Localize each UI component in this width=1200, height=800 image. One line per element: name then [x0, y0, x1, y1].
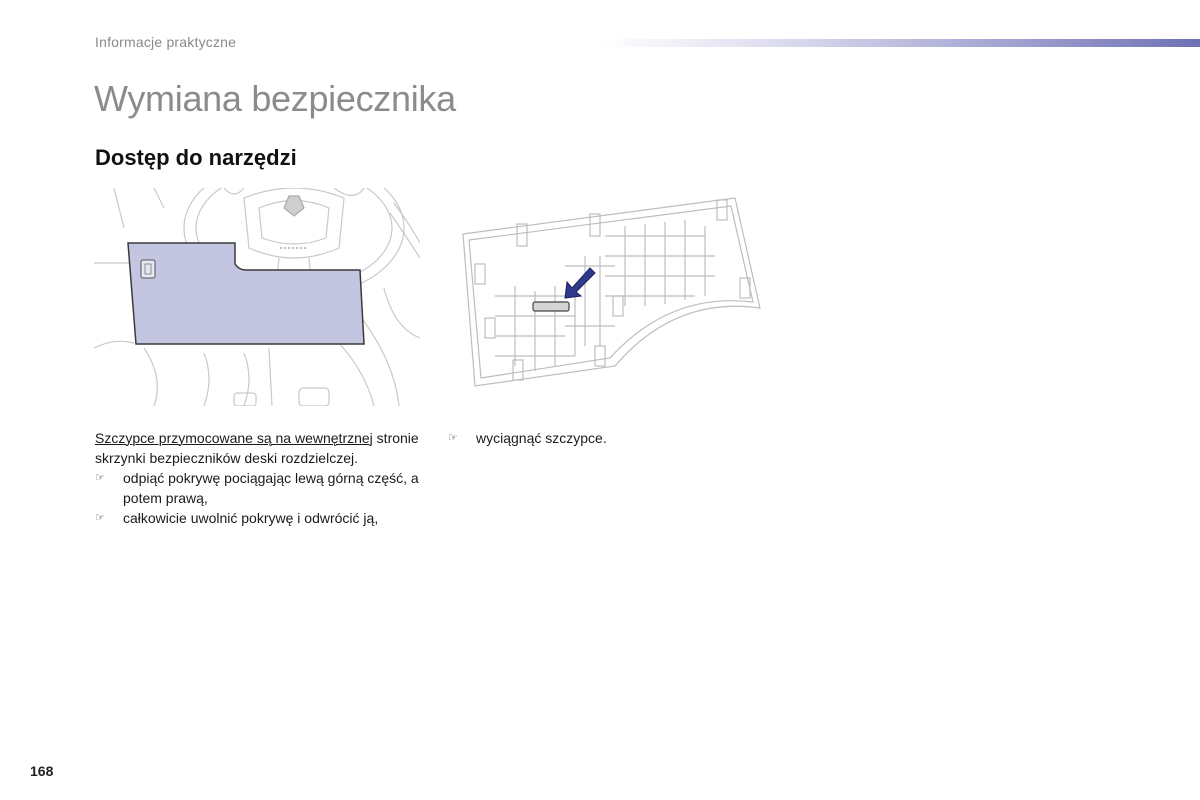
- page-number: 168: [30, 763, 54, 779]
- tweezers-icon: [533, 302, 569, 311]
- pointing-hand-icon: ☞: [448, 432, 458, 444]
- fusebox-cover-highlight: [128, 243, 364, 344]
- step-item: [95, 468, 425, 508]
- instructions-left-column: [95, 428, 425, 528]
- step-item: [448, 428, 748, 448]
- intro-paragraph: [95, 428, 425, 468]
- arrow-icon: [565, 268, 595, 298]
- pointing-hand-icon: ☞: [95, 472, 105, 484]
- header-accent-bar: [600, 39, 1200, 47]
- step-text: całkowicie uwolnić pokrywę i odwrócić ją,: [123, 510, 379, 526]
- cover-latch-icon: [141, 260, 155, 278]
- step-text: odpiąć pokrywę pociągając lewą górną część, a potem prawą,: [123, 470, 419, 506]
- step-item: [95, 508, 425, 528]
- intro-highlight: Szczypce przymocowane są na wewnętrznej: [95, 430, 373, 446]
- header-section-label: Informacje praktyczne: [95, 34, 237, 50]
- fusebox-tweezers-illustration: [455, 196, 775, 392]
- intro-text: stronie skrzynki bezpieczników deski rozdzielczej.: [95, 430, 419, 466]
- dashboard-fusebox-illustration: [94, 188, 420, 406]
- page-title: Wymiana bezpiecznika: [94, 78, 456, 119]
- pointing-hand-icon: ☞: [95, 512, 105, 524]
- section-title: Dostęp do narzędzi: [95, 145, 297, 170]
- step-text: wyciągnąć szczypce.: [476, 430, 607, 446]
- instructions-right-column: [448, 428, 748, 448]
